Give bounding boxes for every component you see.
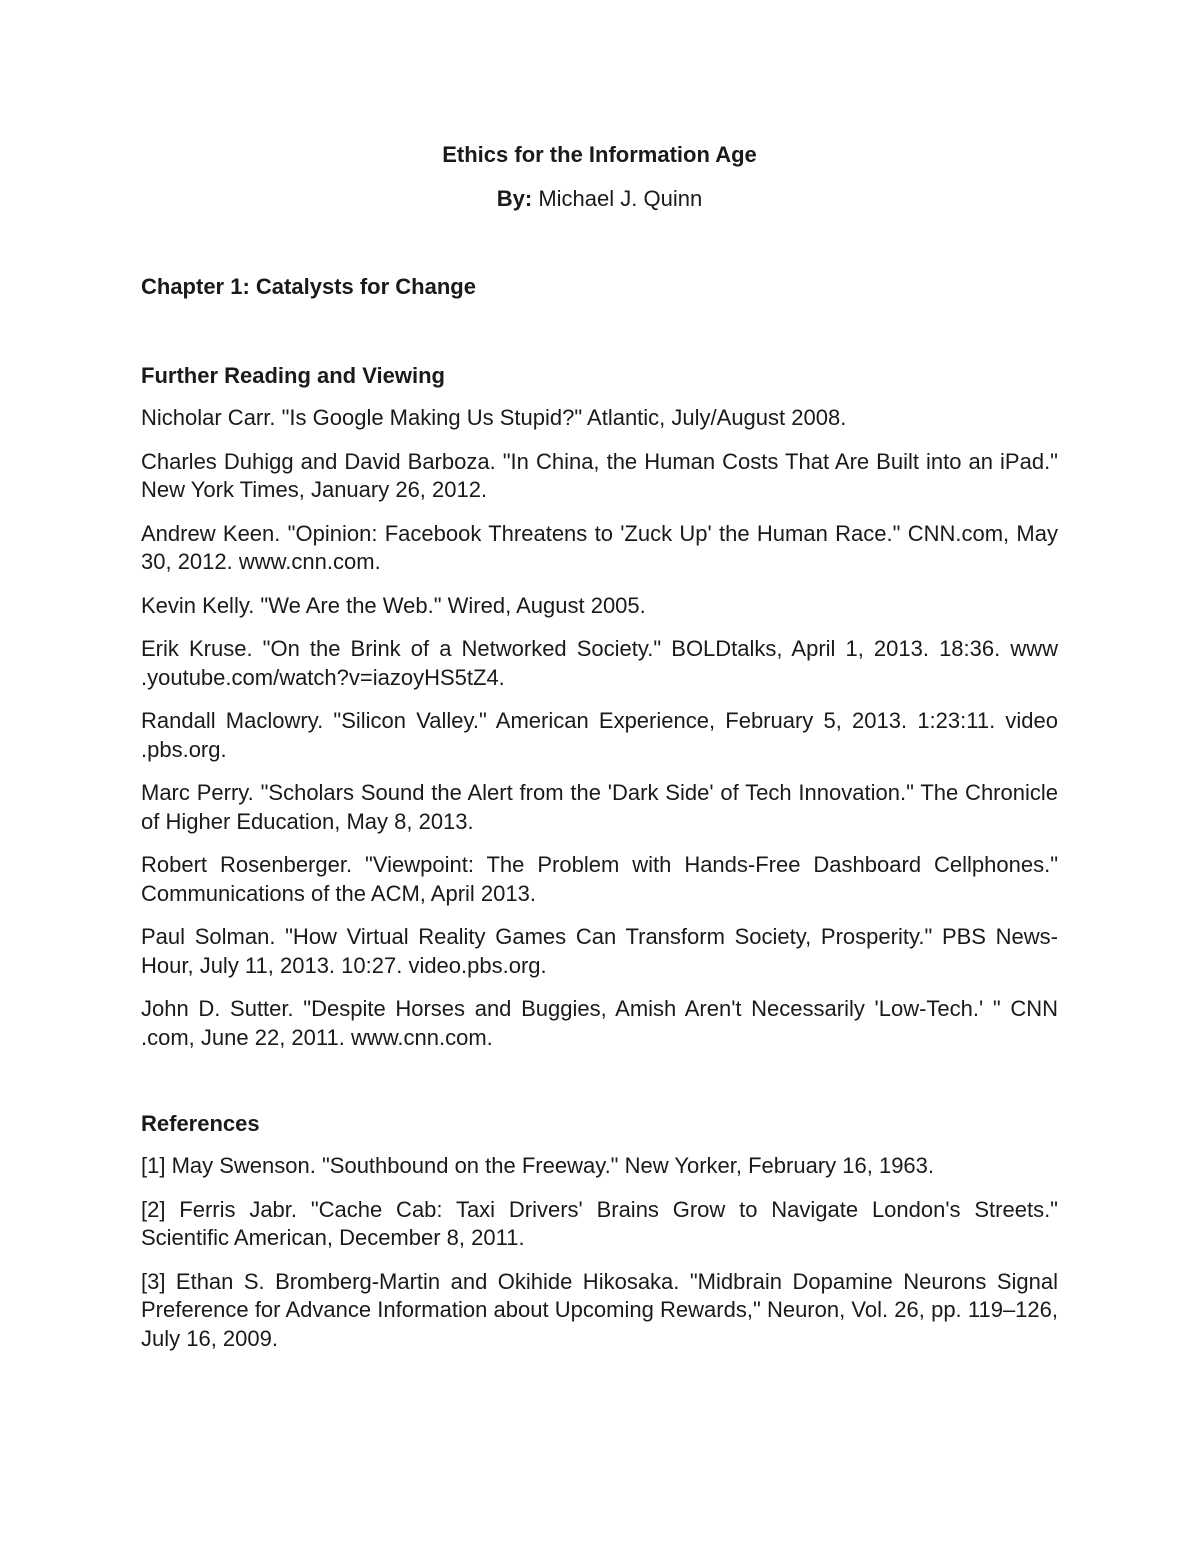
- reference-entry: [3] Ethan S. Bromberg-Martin and Okihide Hikosaka. "Midbrain Dopamine Neurons Signal Preference for Advance Information about Upcoming Rewards," Neuron, Vol. 26, pp. 119–126, July 16, 2009.: [141, 1268, 1058, 1351]
- further-reading-entry: Nicholar Carr. "Is Google Making Us Stupid?" Atlantic, July/August 2008.: [141, 405, 847, 430]
- author-name: Michael J. Quinn: [532, 186, 703, 211]
- reference-entry: [2] Ferris Jabr. "Cache Cab: Taxi Drivers' Brains Grow to Navigate London's Streets." Scientific American, December 8, 2011.: [141, 1196, 1058, 1250]
- reference-entry: [1] May Swenson. "Southbound on the Freeway." New Yorker, February 16, 1963.: [141, 1153, 935, 1178]
- document-page: [141, 140, 1058, 1353]
- further-reading-entry: Charles Duhigg and David Barboza. "In China, the Human Costs That Are Built into an iPad." New York Times, January 26, 2012.: [141, 448, 1058, 502]
- further-reading-heading: Further Reading and Viewing: [141, 363, 445, 388]
- further-reading-entry: Marc Perry. "Scholars Sound the Alert from the 'Dark Side' of Tech Innovation." The Chronicle of Higher Education, May 8, 2013.: [141, 780, 1058, 834]
- further-reading-entry: Randall Maclowry. "Silicon Valley." American Experience, February 5, 2013. 1:23:11. video .pbs.org.: [141, 708, 1058, 762]
- further-reading-entry: Paul Solman. "How Virtual Reality Games Can Transform Society, Prosperity." PBS News-Hour, July 11, 2013. 10:27. video.pbs.org.: [141, 924, 1058, 978]
- further-reading-entry: Kevin Kelly. "We Are the Web." Wired, August 2005.: [141, 592, 646, 618]
- document-author: [141, 184, 1058, 214]
- further-reading-entry: John D. Sutter. "Despite Horses and Buggies, Amish Aren't Necessarily 'Low-Tech.' " CNN .com, June 22, 2011. www.cnn.com.: [141, 996, 1058, 1050]
- further-reading-entry: Andrew Keen. "Opinion: Facebook Threatens to 'Zuck Up' the Human Race." CNN.com, May 30, 2012. www.cnn.com.: [141, 520, 1058, 574]
- document-title: Ethics for the Information Age: [442, 142, 757, 167]
- author-label: By:: [496, 186, 533, 211]
- references-heading: References: [141, 1111, 260, 1136]
- further-reading-entry: Robert Rosenberger. "Viewpoint: The Problem with Hands-Free Dashboard Cellphones." Communications of the ACM, April 2013.: [141, 852, 1058, 906]
- chapter-heading: Chapter 1: Catalysts for Change: [141, 274, 476, 299]
- further-reading-entry: Erik Kruse. "On the Brink of a Networked Society." BOLDtalks, April 1, 2013. 18:36. www .youtube.com/watch?v=iazoyHS5tZ4.: [141, 636, 1058, 690]
